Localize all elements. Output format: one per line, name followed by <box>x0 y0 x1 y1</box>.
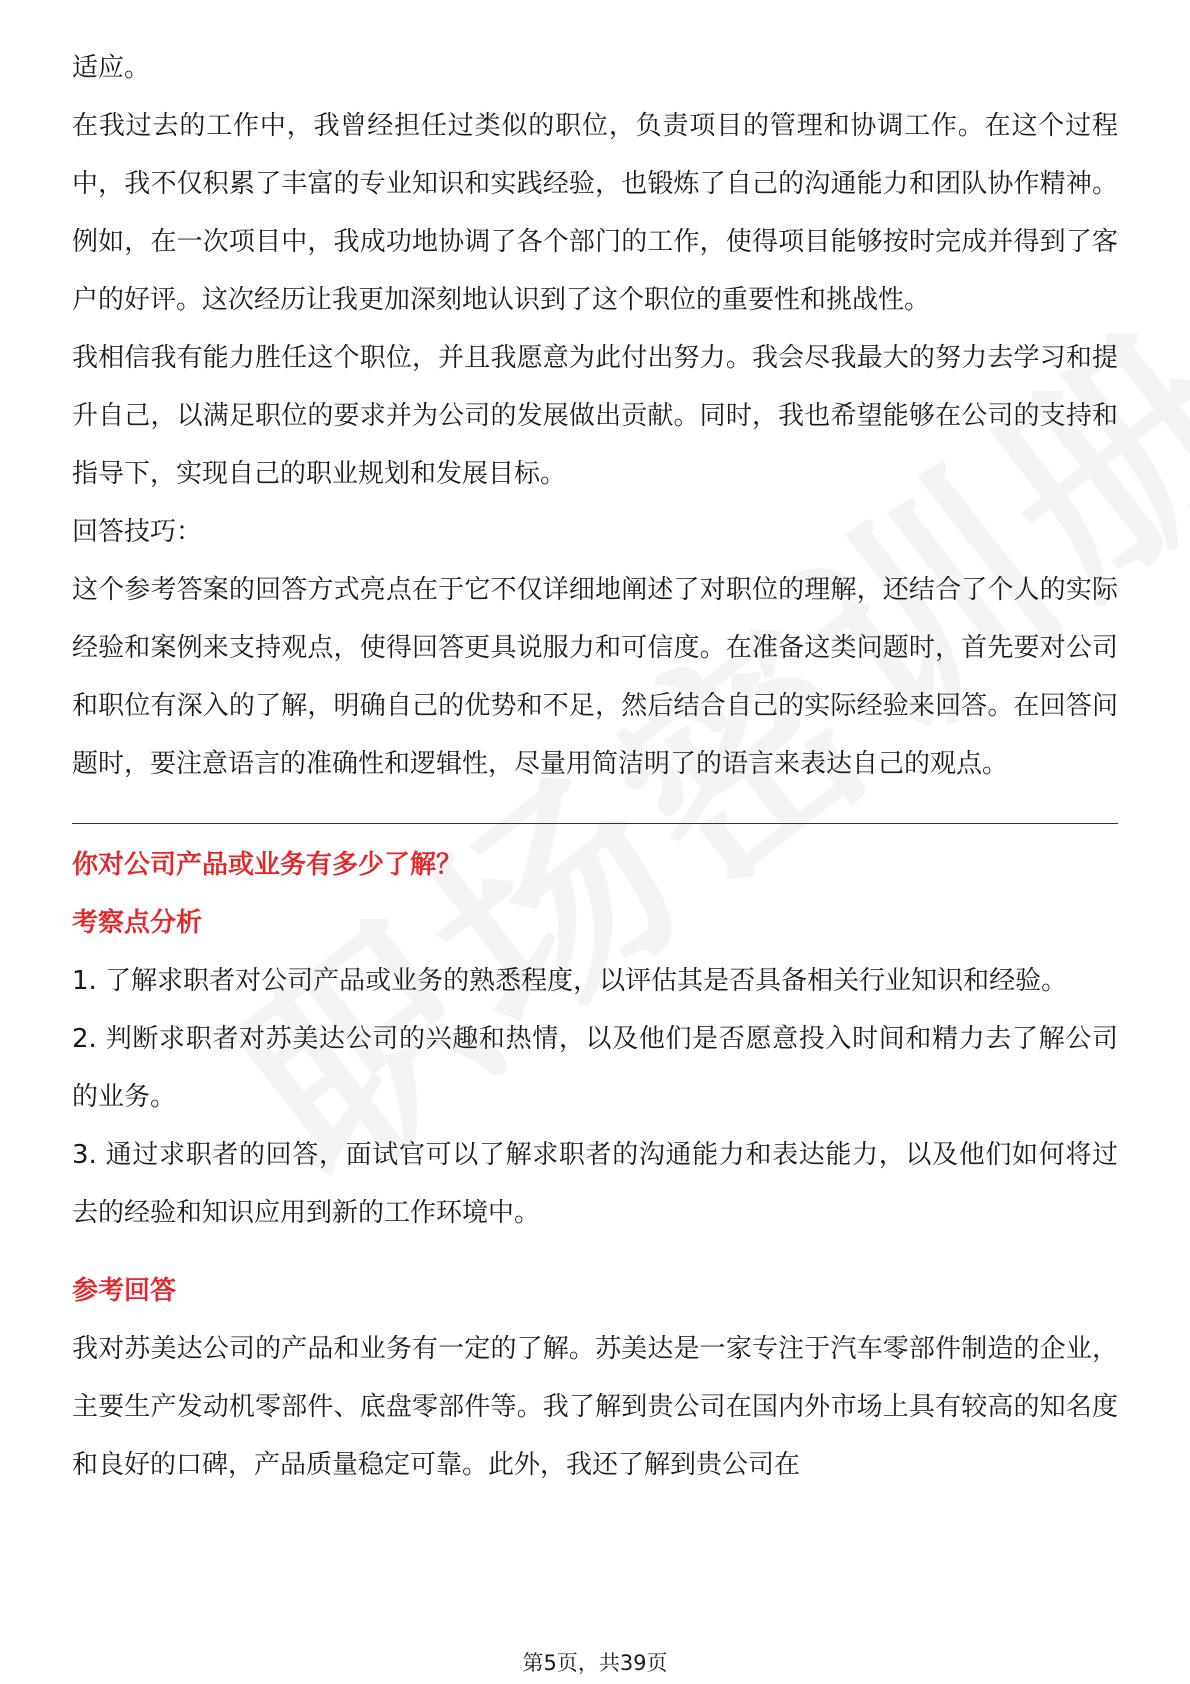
analysis-item-1: 1. 了解求职者对公司产品或业务的熟悉程度，以评估其是否具备相关行业知识和经验。 <box>72 966 1068 996</box>
tips-label: 回答技巧： <box>72 517 203 547</box>
paragraph-continuation: 适应。 <box>72 53 151 83</box>
answer-title: 参考回答 <box>72 1276 177 1306</box>
document-page <box>72 0 1118 1494</box>
analysis-item-2: 2. 判断求职者对苏美达公司的兴趣和热情，以及他们是否愿意投入时间和精力去了解公司的业务。 <box>72 1024 1118 1112</box>
section-divider <box>72 823 1118 824</box>
question-title: 你对公司产品或业务有多少了解？ <box>72 850 463 880</box>
paragraph-commitment: 我相信我有能力胜任这个职位，并且我愿意为此付出努力。我会尽我最大的努力去学习和提升自己，以满足职位的要求并为公司的发展做出贡献。同时，我也希望能够在公司的支持和指导下，实现自己的职业规划和发展目标。 <box>72 343 1118 489</box>
answer-text: 我对苏美达公司的产品和业务有一定的了解。苏美达是一家专注于汽车零部件制造的企业，主要生产发动机零部件、底盘零部件等。我了解到贵公司在国内外市场上具有较高的知名度和良好的口碑，产品质量稳定可靠。此外，我还了解到贵公司在 <box>72 1334 1118 1480</box>
paragraph-experience: 在我过去的工作中，我曾经担任过类似的职位，负责项目的管理和协调工作。在这个过程中，我不仅积累了丰富的专业知识和实践经验，也锻炼了自己的沟通能力和团队协作精神。例如，在一次项目中，我成功地协调了各个部门的工作，使得项目能够按时完成并得到了客户的好评。这次经历让我更加深刻地认识到了这个职位的重要性和挑战性。 <box>72 111 1118 315</box>
analysis-title: 考察点分析 <box>72 908 203 938</box>
analysis-item-3: 3. 通过求职者的回答，面试官可以了解求职者的沟通能力和表达能力，以及他们如何将过去的经验和知识应用到新的工作环境中。 <box>72 1140 1118 1228</box>
tips-text: 这个参考答案的回答方式亮点在于它不仅详细地阐述了对职位的理解，还结合了个人的实际经验和案例来支持观点，使得回答更具说服力和可信度。在准备这类问题时，首先要对公司和职位有深入的了解，明确自己的优势和不足，然后结合自己的实际经验来回答。在回答问题时，要注意语言的准确性和逻辑性，尽量用简洁明了的语言来表达自己的观点。 <box>72 575 1118 779</box>
page-number: 第5页，共39页 <box>522 1651 668 1675</box>
